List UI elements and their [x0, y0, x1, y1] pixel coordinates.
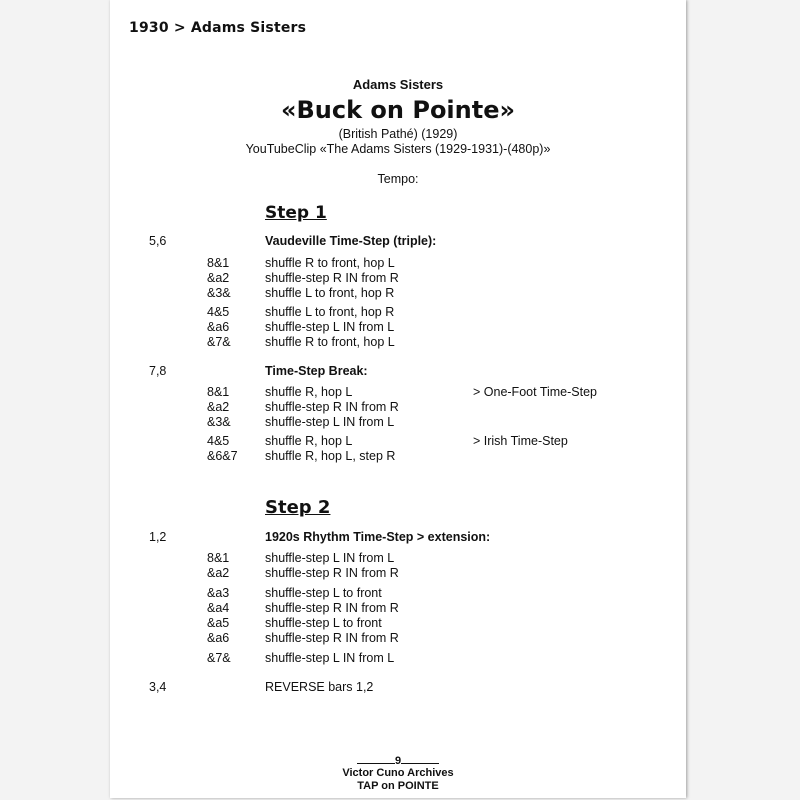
bars-label: 3,4 — [149, 680, 167, 694]
section-title: 1920s Rhythm Time-Step > extension: — [265, 530, 491, 544]
count-cell: &3& — [207, 415, 231, 429]
step-cell: shuffle-step R IN from R — [265, 271, 399, 285]
step-cell: shuffle R, hop L, step R — [265, 449, 396, 463]
count-cell: &a2 — [207, 400, 230, 414]
step-cell: shuffle-step L to front — [265, 586, 382, 600]
step-cell: shuffle R, hop L — [265, 434, 353, 448]
step-cell: shuffle L to front, hop R — [265, 286, 395, 300]
bars-label: 5,6 — [149, 234, 167, 248]
step-cell: shuffle-step L IN from L — [265, 651, 395, 665]
film-source: (British Pathé) (1929) — [338, 127, 458, 141]
count-cell: &a2 — [207, 566, 230, 580]
count-cell: 4&5 — [207, 305, 230, 319]
count-cell: &a4 — [207, 601, 230, 615]
step-cell: shuffle-step R IN from R — [265, 400, 399, 414]
page-number: 9 — [394, 755, 402, 767]
step-cell: shuffle-step L IN from L — [265, 551, 395, 565]
step-2-heading: Step 2 — [265, 497, 331, 518]
step-cell: shuffle-step L IN from L — [265, 415, 395, 429]
count-cell: 8&1 — [207, 551, 230, 565]
count-cell: &3& — [207, 286, 231, 300]
variant-note: > One-Foot Time-Step — [473, 385, 598, 399]
count-cell: &6&7 — [207, 449, 238, 463]
step-cell: shuffle-step L to front — [265, 616, 382, 630]
section-instruction: REVERSE bars 1,2 — [265, 680, 374, 694]
artist-name: Adams Sisters — [352, 77, 444, 92]
step-cell: shuffle R to front, hop L — [265, 256, 395, 270]
step-cell: shuffle-step R IN from R — [265, 566, 399, 580]
count-cell: &a5 — [207, 616, 230, 630]
count-cell: &a2 — [207, 271, 230, 285]
bars-label: 1,2 — [149, 530, 167, 544]
collection-name: TAP on POINTE — [357, 780, 439, 792]
count-cell: &7& — [207, 651, 231, 665]
count-cell: &a6 — [207, 631, 230, 645]
rule-right — [401, 753, 439, 764]
youtube-clip: YouTubeClip «The Adams Sisters (1929-1931)-(480p)» — [245, 142, 551, 156]
step-cell: shuffle L to front, hop R — [265, 305, 395, 319]
dance-title: «Buck on Pointe» — [281, 96, 515, 124]
bars-label: 7,8 — [149, 364, 167, 378]
count-cell: &7& — [207, 335, 231, 349]
section-title: Vaudeville Time-Step (triple): — [265, 234, 437, 248]
document-page — [110, 0, 686, 798]
step-cell: shuffle-step R IN from R — [265, 631, 399, 645]
count-cell: 8&1 — [207, 385, 230, 399]
step-1-heading: Step 1 — [265, 203, 327, 223]
step-cell: shuffle R to front, hop L — [265, 335, 395, 349]
variant-note: > Irish Time-Step — [473, 434, 568, 448]
count-cell: 4&5 — [207, 434, 230, 448]
count-cell: &a6 — [207, 320, 230, 334]
count-cell: 8&1 — [207, 256, 230, 270]
step-cell: shuffle-step R IN from R — [265, 601, 399, 615]
rule-left — [357, 753, 395, 764]
section-title: Time-Step Break: — [265, 364, 368, 378]
count-cell: &a3 — [207, 586, 230, 600]
tempo-label: Tempo: — [377, 172, 419, 186]
archive-name: Victor Cuno Archives — [342, 767, 454, 779]
step-cell: shuffle R, hop L — [265, 385, 353, 399]
step-cell: shuffle-step L IN from L — [265, 320, 395, 334]
page-number-line — [110, 753, 686, 767]
running-header: 1930 > Adams Sisters — [129, 20, 307, 36]
